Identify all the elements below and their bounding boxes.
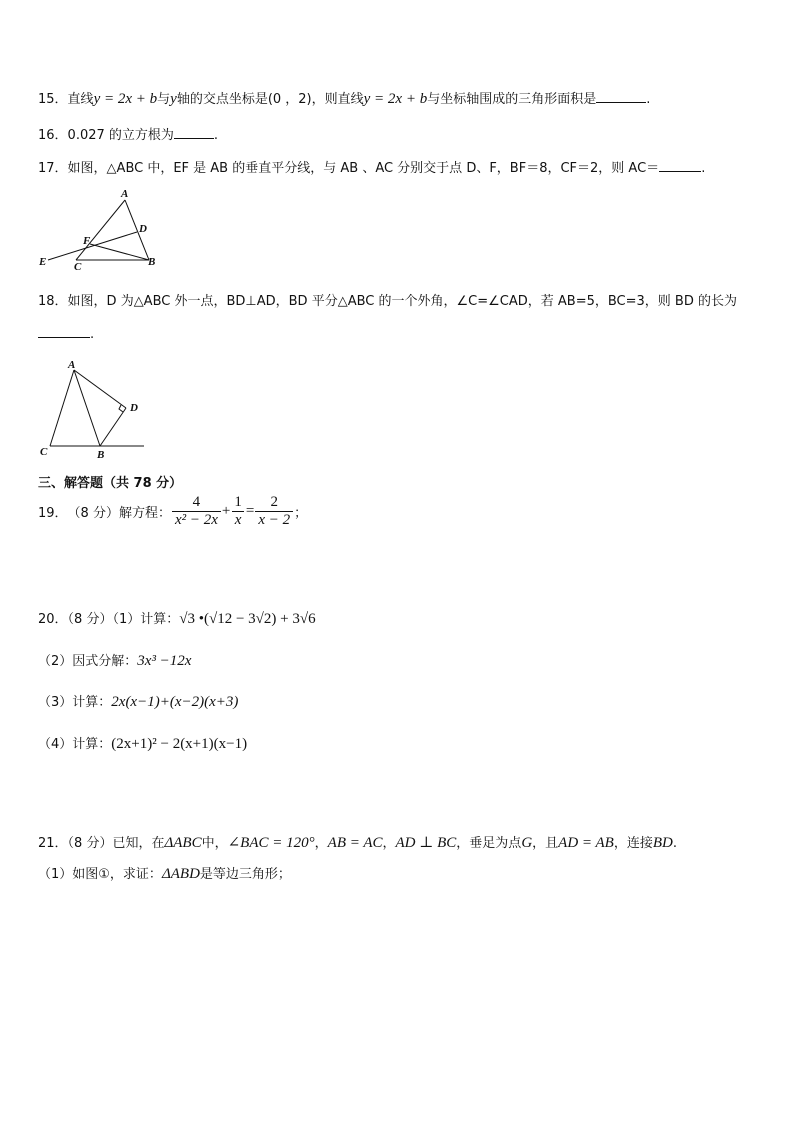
question-18-line-2 — [38, 325, 94, 342]
q18-line-AC — [50, 370, 74, 446]
q19-f2-denominator: x — [232, 511, 245, 529]
question-20-part-2 — [38, 650, 191, 670]
question-16 — [38, 124, 218, 143]
question-19 — [38, 494, 307, 529]
question-18 — [38, 290, 737, 309]
q18-label-D: D — [130, 402, 138, 414]
q18-label-C: C — [40, 446, 48, 458]
q21-triangle-abd: ΔABD — [161, 866, 200, 882]
q19-f3-numerator: 2 — [270, 494, 278, 510]
q18-answer-blank[interactable] — [38, 325, 90, 338]
q18-line-BD — [100, 408, 126, 446]
q19-fraction-2 — [231, 494, 245, 529]
q18-line-AB — [74, 370, 100, 446]
q18-label-B: B — [97, 449, 105, 461]
q19-number: 19． — [38, 506, 68, 521]
q19-fraction-1 — [172, 494, 221, 529]
q15-equation-2: y = 2x + b — [363, 91, 428, 107]
q17-label-F: F — [83, 235, 91, 247]
question-15 — [38, 88, 650, 108]
q17-end: . — [701, 161, 706, 176]
q20-prompt-4: （4）计算： — [38, 737, 112, 752]
q20-expression-3: 2x(x−1)+(x−2)(x+3) — [111, 694, 239, 710]
q17-number: 17． — [38, 161, 68, 176]
q15-text-3: 轴的交点坐标是(0 ，2)，则直线 — [176, 92, 364, 107]
q20-number: 20． — [38, 612, 68, 627]
q18-line-AD — [74, 370, 126, 408]
q15-text-4: 与坐标轴围成的三角形面积是 — [427, 92, 597, 107]
question-20-part-1 — [38, 608, 316, 628]
q21-line1-d: ，且 — [532, 836, 559, 851]
q21-point-g: G — [521, 835, 533, 851]
q16-answer-blank[interactable] — [174, 126, 214, 139]
q21-angle-bac: ∠BAC = 120° — [227, 835, 315, 851]
q15-text-1: 直线 — [67, 92, 94, 107]
q21-segment-bd: BD — [652, 835, 673, 851]
q19-f1-numerator: 4 — [192, 494, 201, 510]
q19-f2-numerator: 1 — [234, 494, 242, 510]
q17-text: 如图，△ABC 中，EF 是 AB 的垂直平分线，与 AB 、AC 分别交于点 D、F，BF＝8，CF＝2，则 AC＝ — [67, 161, 660, 176]
q15-end: . — [646, 92, 651, 107]
q20-expression-1: √3 •(√12 − 3√2) + 3√6 — [179, 611, 316, 627]
q17-figure — [36, 188, 166, 272]
q19-points: （8 分）解方程： — [67, 506, 171, 521]
q20-prompt-3: （3）计算： — [38, 695, 112, 710]
q16-text: 0.027 的立方根为 — [67, 128, 174, 143]
q21-sep-2: ， — [382, 836, 396, 851]
q17-label-A: A — [121, 188, 129, 200]
q21-line1-e: ，连接 — [613, 836, 653, 851]
q21-line2-a: （1）如图①，求证： — [38, 867, 162, 882]
q17-answer-blank[interactable] — [659, 159, 701, 172]
question-20-part-4 — [38, 733, 247, 753]
q21-line1-f: . — [672, 836, 677, 851]
question-21-part-1 — [38, 863, 291, 883]
q17-label-E: E — [39, 256, 47, 268]
q20-expression-4: (2x+1)² − 2(x+1)(x−1) — [111, 736, 248, 752]
q18-figure — [36, 358, 156, 462]
q17-label-C: C — [74, 261, 82, 272]
q21-line1-b: 中， — [201, 836, 228, 851]
q19-end: ； — [294, 506, 308, 521]
q15-y: y — [170, 91, 177, 107]
q21-ab-eq-ac: AB = AC — [327, 835, 383, 851]
q18-label-A: A — [68, 359, 76, 371]
q15-equation-1: y = 2x + b — [93, 91, 158, 107]
q17-line-ED — [48, 232, 137, 260]
q21-triangle-abc: ΔABC — [164, 835, 202, 851]
q15-answer-blank[interactable] — [596, 90, 646, 103]
q21-line1-a: （8 分）已知，在 — [67, 836, 165, 851]
q20-prompt-1: （8 分）（1）计算： — [67, 612, 180, 627]
q18-number: 18． — [38, 294, 68, 309]
q16-number: 16． — [38, 128, 68, 143]
q17-label-D: D — [139, 223, 147, 235]
q21-line1-c: ，垂足为点 — [456, 836, 522, 851]
question-17 — [38, 157, 705, 176]
q19-f3-denominator: x − 2 — [255, 511, 293, 529]
q19-fraction-3 — [255, 494, 293, 529]
q17-label-B: B — [148, 256, 156, 268]
q19-f1-denominator: x² − 2x — [172, 511, 221, 529]
q18-text: 如图，D 为△ABC 外一点，BD⊥AD，BD 平分△ABC 的一个外角，∠C=∠CAD，若 AB=5，BC=3，则 BD 的长为 — [67, 294, 737, 309]
q21-line2-b: 是等边三角形； — [199, 867, 291, 882]
q21-number: 21． — [38, 836, 68, 851]
question-20-part-3 — [38, 691, 238, 711]
question-21 — [38, 832, 677, 852]
q20-prompt-2: （2）因式分解： — [38, 654, 138, 669]
q15-number: 15． — [38, 92, 68, 107]
q15-text-2: 与 — [157, 92, 171, 107]
q21-sep-1: ， — [314, 836, 328, 851]
q18-right-angle-mark — [119, 405, 123, 412]
q16-end: . — [213, 128, 219, 143]
q20-expression-2: 3x³ −12x — [137, 653, 192, 669]
q21-ad-perp-bc: AD ⊥ BC — [395, 835, 457, 851]
q19-plus: + — [221, 503, 231, 519]
q21-ad-eq-ab: AD = AB — [558, 835, 614, 851]
q17-line-FB — [90, 244, 149, 260]
section-3-title: 三、解答题（共 78 分） — [38, 476, 183, 491]
q19-equals: = — [245, 503, 255, 519]
q18-end: . — [90, 327, 95, 342]
